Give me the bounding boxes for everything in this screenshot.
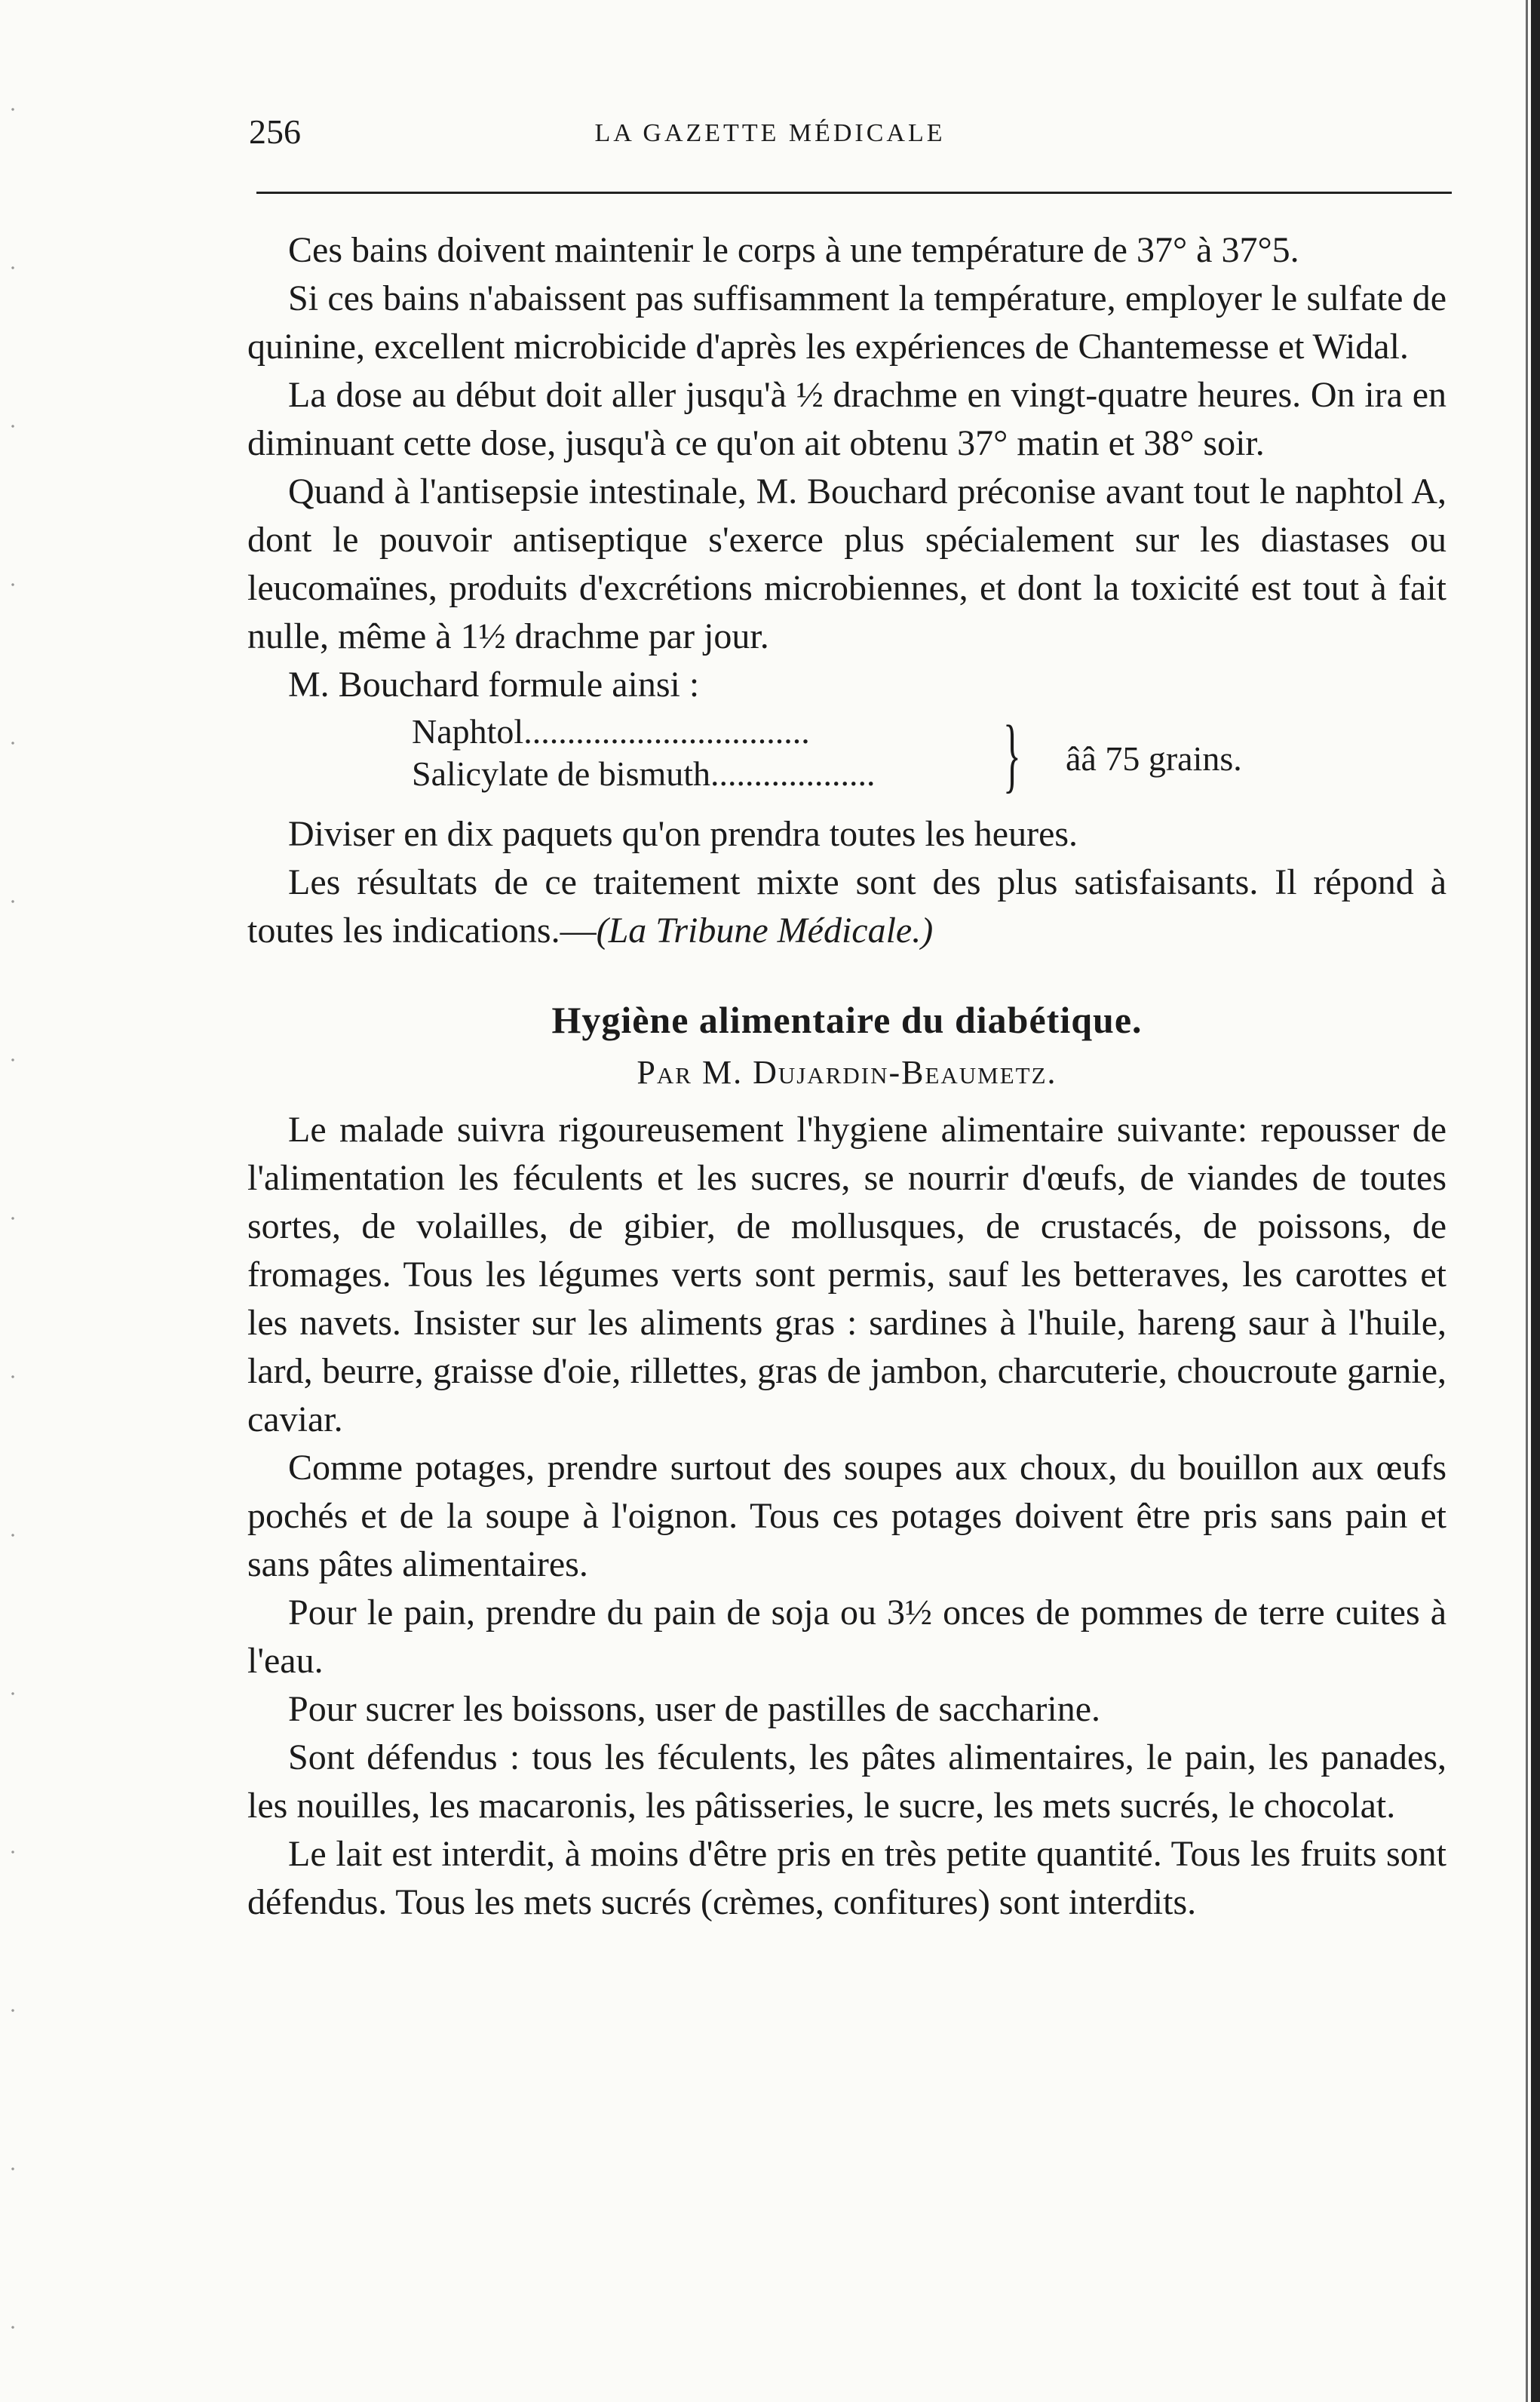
- paragraph-text: Les résultats de ce traitement mixte sont des plus satisfaisants. Il répond à toutes les indications.—: [247, 862, 1446, 951]
- paragraph: Diviser en dix paquets qu'on prendra toutes les heures.: [288, 814, 1078, 854]
- paragraph: Quand à l'antisepsie intestinale, M. Bouchard préconise avant tout le naphtol A, dont le pouvoir antiseptique s'exerce plus spécialement sur les diastases ou leucomaïnes, produits d'excrétions microbiennes, et dont la toxicité est tout à fait nulle, même à 1½ drachme par jour.: [247, 471, 1446, 656]
- paragraph: Pour le pain, prendre du pain de soja ou 3½ onces de pommes de terre cuites à l'eau.: [247, 1593, 1446, 1681]
- paragraph: Si ces bains n'abaissent pas suffisamment la température, employer le sulfate de quinine, excellent microbicide d'après les expériences de Chantemesse et Widal.: [247, 278, 1446, 367]
- paragraph: [247, 859, 1446, 955]
- formula-ingredients: [412, 711, 876, 795]
- paragraph: Comme potages, prendre surtout des soupes aux choux, du bouillon aux œufs pochés et de la soupe à l'oignon. Tous ces potages doivent être pris sans pain et sans pâtes alimentaires.: [247, 1448, 1446, 1584]
- body-text: [247, 226, 1446, 1927]
- running-title: LA GAZETTE MÉDICALE: [594, 119, 946, 147]
- paragraph: Ces bains doivent maintenir le corps à une température de 37° à 37°5.: [288, 230, 1299, 270]
- left-margin-marks: [11, 30, 15, 2369]
- paragraph: M. Bouchard formule ainsi :: [288, 665, 700, 705]
- right-page-edge: [1531, 0, 1540, 2402]
- formula-item: Salicylate de bismuth...................: [412, 754, 876, 793]
- author-byline: Par M. Dujardin-Beaumetz.: [637, 1054, 1057, 1091]
- prescription-formula: [247, 708, 1446, 807]
- right-page-edge-line: [1526, 0, 1528, 2402]
- paragraph: Le malade suivra rigoureusement l'hygiene alimentaire suivante: repousser de l'alimentation les féculents et les sucres, se nourrir d'œufs, de viandes de toutes sortes, de volailles, de gibier, de mollusques, de crustacés, de poissons, de fromages. Tous les légumes verts sont permis, sauf les betteraves, les carottes et les navets. Insister sur les aliments gras : sardines à l'huile, hareng saur à l'huile, lard, beurre, graisse d'oie, rillettes, gras de jambon, charcuterie, choucroute garnie, caviar.: [247, 1110, 1446, 1439]
- formula-dose: ââ 75 grains.: [1066, 739, 1242, 778]
- page-number: 256: [249, 112, 301, 151]
- formula-item: Naphtol.................................: [412, 712, 810, 751]
- paragraph: Le lait est interdit, à moins d'être pris en très petite quantité. Tous les fruits sont défendus. Tous les mets sucrés (crèmes, confitures) sont interdits.: [247, 1834, 1446, 1922]
- paragraph: La dose au début doit aller jusqu'à ½ drachme en vingt-quatre heures. On ira en diminuant cette dose, jusqu'à ce qu'on ait obtenu 37° matin et 38° soir.: [247, 375, 1446, 463]
- paragraph: Pour sucrer les boissons, user de pastilles de saccharine.: [288, 1689, 1101, 1729]
- section-title: Hygiène alimentaire du diabétique.: [551, 999, 1143, 1041]
- paragraph: Sont défendus : tous les féculents, les pâtes alimentaires, le pain, les panades, les nouilles, les macaronis, les pâtisseries, le sucre, les mets sucrés, le chocolat.: [247, 1737, 1446, 1826]
- header-rule: [256, 192, 1452, 194]
- source-citation: (La Tribune Médicale.): [596, 911, 934, 951]
- formula-brace: }: [1003, 708, 1021, 800]
